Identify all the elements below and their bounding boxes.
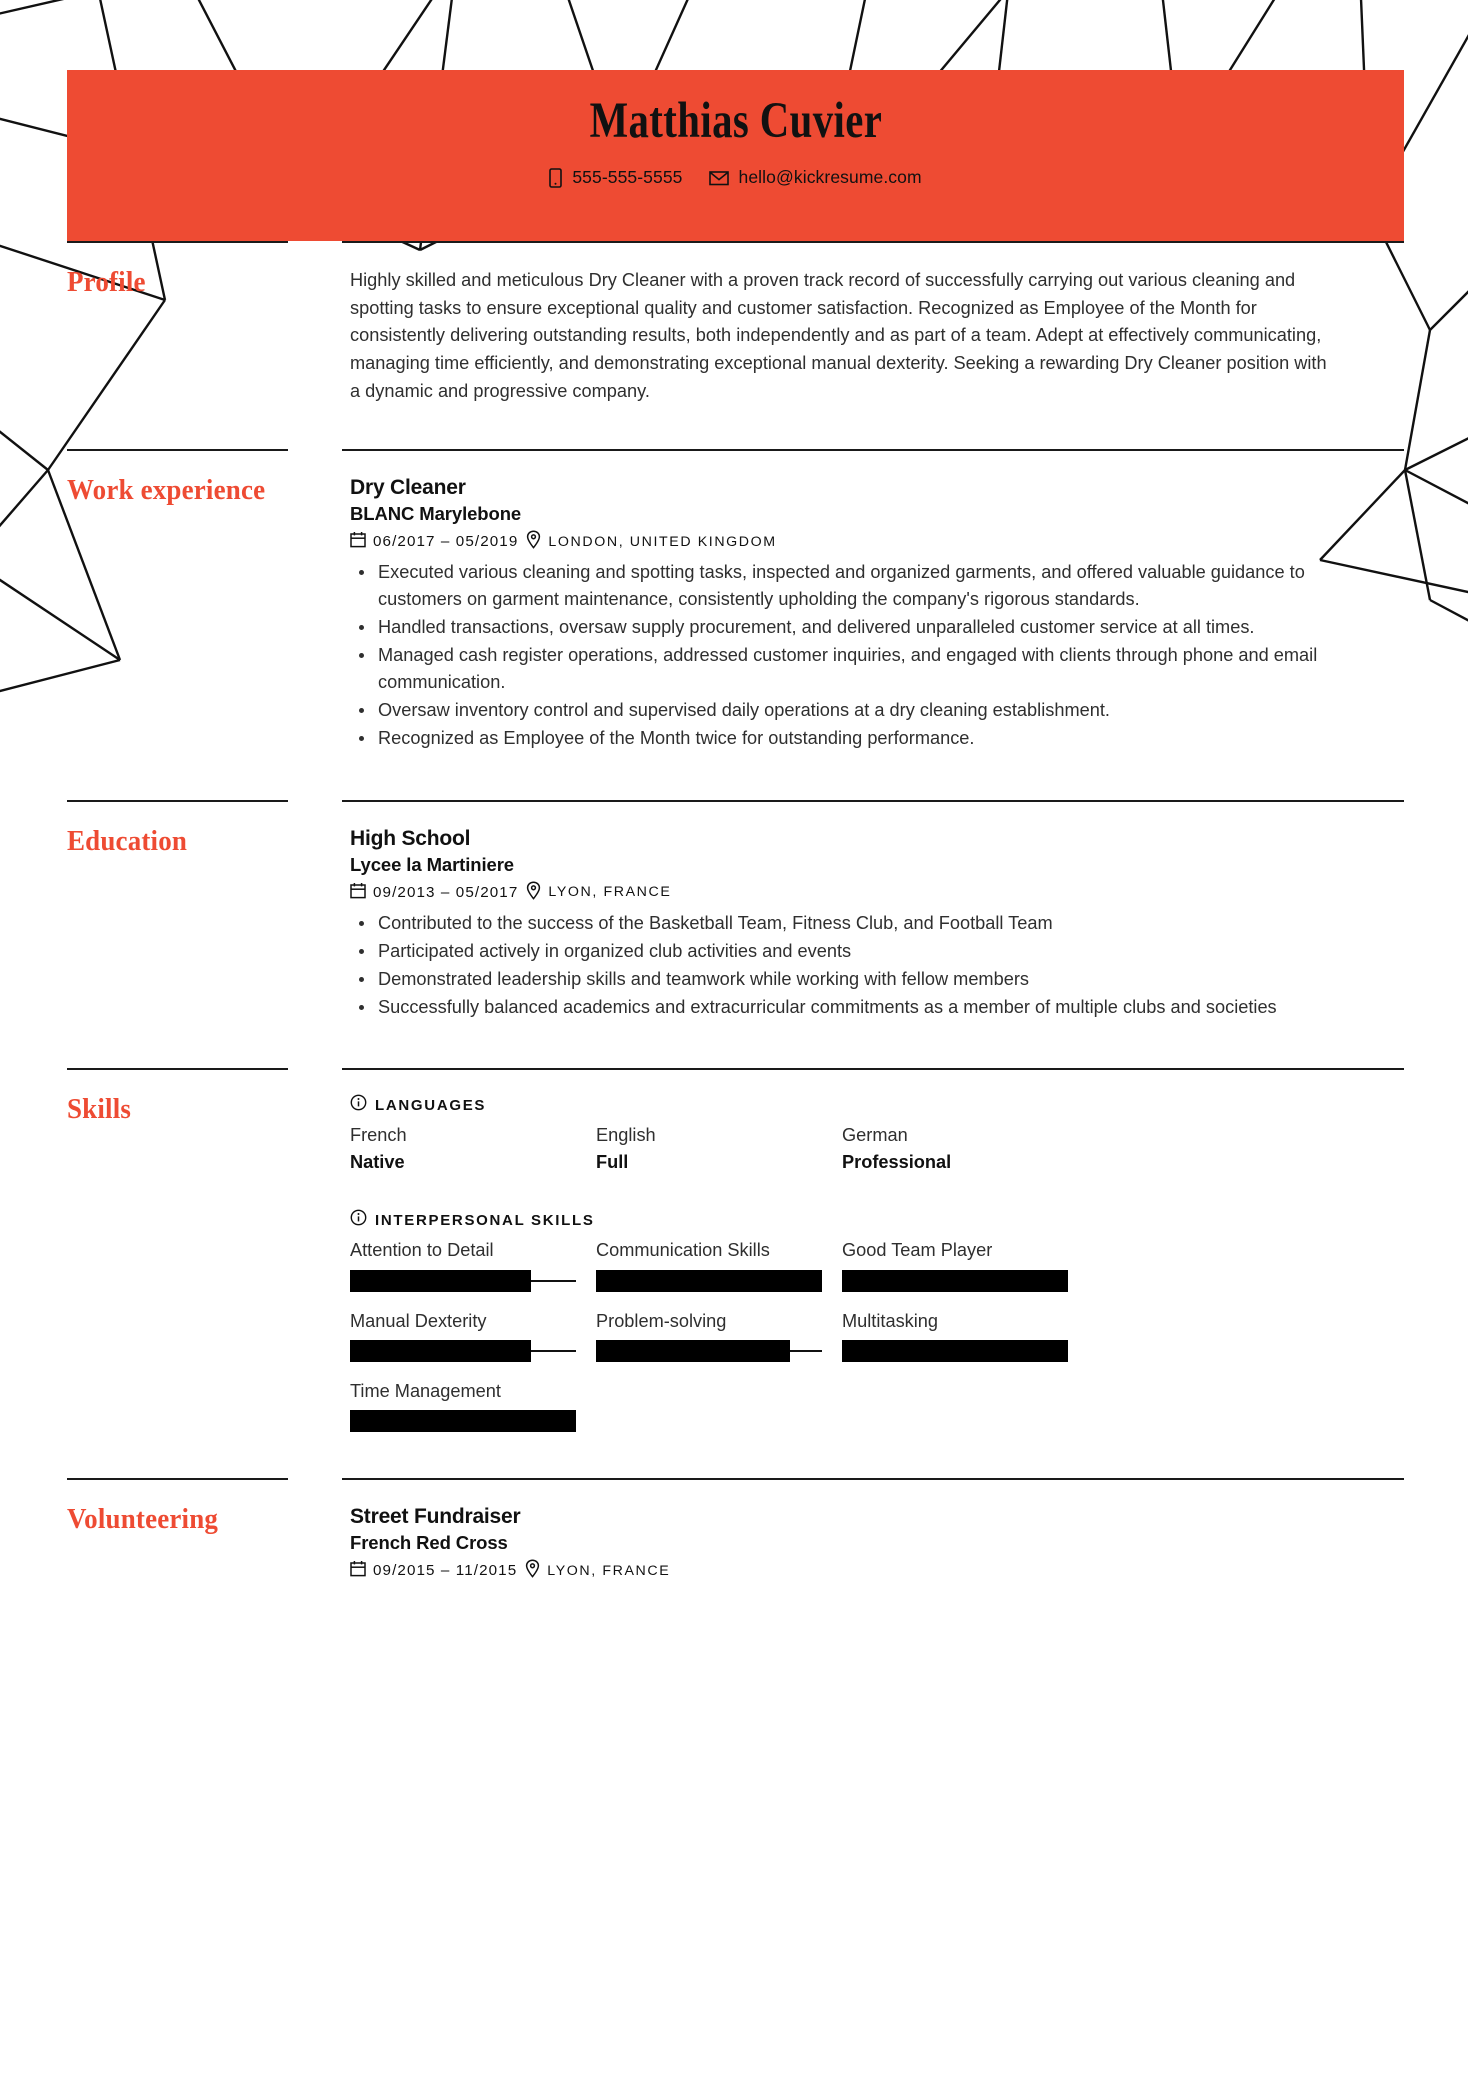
section-education-label-column (67, 800, 342, 1069)
skill-meter-fill (842, 1270, 1068, 1292)
section-volunteering (0, 1478, 1468, 1586)
calendar-icon (350, 1560, 366, 1581)
skill-meter (596, 1340, 822, 1362)
location (525, 1559, 670, 1582)
skill-meter-fill (596, 1270, 822, 1292)
subheading-interpersonal-label: INTERPERSONAL SKILLS (375, 1211, 595, 1229)
education-entry (350, 826, 1404, 1021)
list-item: Participated actively in organized club activities and events (350, 938, 1335, 965)
skill-item (350, 1308, 596, 1362)
employer-name: BLANC Marylebone (350, 503, 522, 525)
work-entry (350, 475, 1404, 751)
skill-meter (350, 1270, 576, 1292)
language-item (596, 1122, 842, 1175)
section-title-volunteering: Volunteering (67, 1503, 219, 1536)
divider-rule (67, 1068, 288, 1070)
date-range-text: 09/2013 – 05/2017 (373, 883, 519, 901)
entry-meta (350, 1559, 1404, 1582)
skill-item (842, 1237, 1088, 1291)
skill-meter-fill (350, 1270, 531, 1292)
entry-meta (350, 530, 1404, 553)
info-circle-icon (350, 1094, 367, 1116)
section-skills-body (342, 1068, 1404, 1478)
skill-item (350, 1237, 596, 1291)
location-text: LONDON, UNITED KINGDOM (548, 533, 777, 550)
language-level: Full (596, 1151, 629, 1172)
list-item: Managed cash register operations, addressed customer inquiries, and engaged with clients through phone and email communication. (350, 642, 1335, 696)
divider-rule (67, 241, 288, 243)
section-skills (0, 1068, 1468, 1478)
section-title-work-experience: Work experience (67, 474, 266, 507)
skill-meter (842, 1340, 1068, 1362)
divider-rule (67, 800, 288, 802)
section-education-body (342, 800, 1404, 1069)
header-band (67, 70, 1404, 241)
language-name: French (350, 1125, 407, 1146)
skill-item (596, 1237, 842, 1291)
skill-meter (596, 1270, 822, 1292)
skill-meter-fill (596, 1340, 790, 1362)
list-item: Executed various cleaning and spotting tasks, inspected and organized garments, and offered valuable guidance to customers on garment maintenance, consistently upholding the company's rigorous standards. (350, 559, 1335, 613)
date-range (350, 1560, 517, 1581)
skill-label: Manual Dexterity (350, 1310, 487, 1331)
language-item (350, 1122, 596, 1175)
volunteer-organization: French Red Cross (350, 1532, 508, 1554)
entry-meta (350, 881, 1404, 904)
skill-meter-fill (350, 1340, 531, 1362)
list-item: Demonstrated leadership skills and teamwork while working with fellow members (350, 966, 1335, 993)
skill-label: Problem-solving (596, 1310, 727, 1331)
page-title: Matthias Cuvier (589, 93, 882, 149)
date-range (350, 531, 518, 552)
skill-meter-fill (350, 1410, 576, 1432)
divider-rule (342, 1478, 1404, 1480)
skill-label: Attention to Detail (350, 1240, 494, 1261)
section-profile-label-column (67, 241, 342, 449)
divider-rule (342, 1068, 1404, 1070)
list-item: Successfully balanced academics and extracurricular commitments as a member of multiple clubs and societies (350, 994, 1335, 1021)
skill-meter (350, 1340, 576, 1362)
skill-meter (842, 1270, 1068, 1292)
subheading-interpersonal-skills (350, 1209, 1404, 1231)
location-pin-icon (525, 1559, 540, 1582)
job-title: Dry Cleaner (350, 476, 466, 500)
section-education (0, 800, 1468, 1069)
phone-number: 555-555-5555 (572, 167, 683, 188)
location-text: LYON, FRANCE (547, 1562, 671, 1579)
subheading-languages-label: LANGUAGES (375, 1096, 487, 1114)
location-pin-icon (526, 530, 541, 553)
volunteering-entry (350, 1504, 1404, 1582)
section-profile (0, 241, 1468, 449)
info-circle-icon (350, 1209, 367, 1231)
location (526, 881, 671, 904)
calendar-icon (350, 882, 366, 903)
section-volunteering-label-column (67, 1478, 342, 1586)
education-bullet-list (350, 910, 1404, 1021)
section-title-profile: Profile (67, 266, 146, 298)
divider-rule (342, 449, 1404, 451)
skill-label: Communication Skills (596, 1240, 770, 1261)
languages-grid (350, 1122, 1404, 1179)
skill-meter-fill (842, 1340, 1068, 1362)
location-pin-icon (526, 881, 541, 904)
phone-icon (549, 168, 562, 188)
date-range (350, 882, 518, 903)
skill-label: Good Team Player (842, 1240, 993, 1261)
section-work-body (342, 449, 1404, 799)
divider-rule (67, 449, 288, 451)
location-text: LYON, FRANCE (548, 884, 672, 901)
section-volunteering-body (342, 1478, 1404, 1586)
section-skills-label-column (67, 1068, 342, 1478)
volunteer-role: Street Fundraiser (350, 1505, 521, 1529)
work-bullet-list (350, 559, 1404, 752)
contact-row (549, 167, 921, 188)
language-item (842, 1122, 1088, 1175)
contact-email[interactable] (709, 167, 922, 188)
section-title-skills: Skills (67, 1093, 132, 1126)
skill-meter (350, 1410, 576, 1432)
skill-item (596, 1308, 842, 1362)
section-work-label-column (67, 449, 342, 799)
divider-rule (342, 241, 1404, 243)
contact-phone[interactable] (549, 167, 682, 188)
language-name: English (596, 1125, 656, 1146)
list-item: Contributed to the success of the Basketball Team, Fitness Club, and Football Team (350, 910, 1335, 937)
divider-rule (67, 1478, 288, 1480)
skill-item (350, 1378, 596, 1432)
date-range-text: 09/2015 – 11/2015 (373, 1562, 518, 1580)
list-item: Handled transactions, oversaw supply procurement, and delivered unparalleled customer service at all times. (350, 614, 1335, 641)
language-name: German (842, 1125, 908, 1146)
divider-rule (342, 800, 1404, 802)
skill-label: Multitasking (842, 1310, 939, 1331)
language-level: Professional (842, 1151, 952, 1172)
language-level: Native (350, 1151, 405, 1172)
subheading-languages (350, 1094, 1404, 1116)
section-profile-body (342, 241, 1404, 449)
profile-paragraph: Highly skilled and meticulous Dry Cleaner with a proven track record of successfully carrying out various cleaning and spotting tasks to ensure exceptional quality and customer satisfaction. Recognized as Employee of the Month for consistently delivering outstanding results, both independently and as part of a team. Adept at effectively communicating, managing time efficiently, and demonstrating exceptional manual dexterity. Seeking a rewarding Dry Cleaner position with a dynamic and progressive company. (350, 270, 1327, 401)
resume-body (0, 241, 1468, 1586)
email-address: hello@kickresume.com (738, 167, 922, 188)
location (526, 530, 776, 553)
interpersonal-skills-grid (350, 1237, 1404, 1448)
section-title-education: Education (67, 824, 188, 857)
skill-label: Time Management (350, 1381, 501, 1401)
skill-item (842, 1308, 1088, 1362)
date-range-text: 06/2017 – 05/2019 (373, 533, 519, 551)
school-name: Lycee la Martiniere (350, 853, 514, 875)
envelope-icon (709, 170, 729, 186)
list-item: Recognized as Employee of the Month twice for outstanding performance. (350, 725, 1335, 752)
degree-title: High School (350, 826, 471, 850)
calendar-icon (350, 531, 366, 552)
section-work-experience (0, 449, 1468, 799)
list-item: Oversaw inventory control and supervised daily operations at a dry cleaning establishment. (350, 697, 1335, 724)
